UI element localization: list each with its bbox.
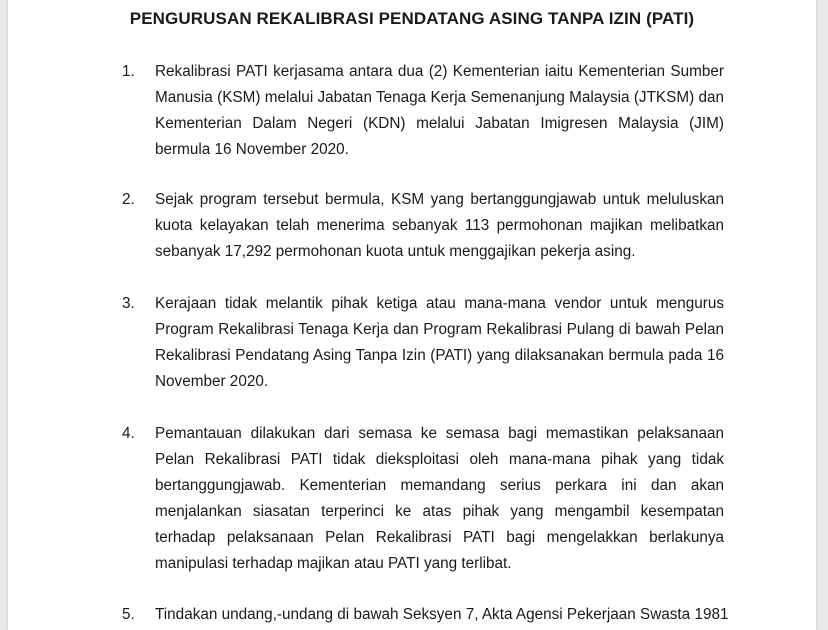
item-number: 4.: [122, 425, 135, 442]
item-text: Tindakan undang,-undang di bawah Seksyen 7, Akta Agensi Pekerjaan Swasta 1981: [155, 606, 729, 623]
list-item: [122, 602, 729, 628]
list-item: [122, 59, 724, 163]
list-item: [122, 421, 724, 577]
item-number: 3.: [122, 295, 135, 312]
item-number: 5.: [122, 606, 135, 623]
item-text: Pemantauan dilakukan dari semasa ke semasa bagi memastikan pelaksanaan Pelan Rekalibrasi PATI tidak dieksploitasi oleh mana-mana pihak yang tidak bertanggungjawab. Kementerian memandang serius perkara ini dan akan menjalankan siasatan terperinci ke atas pihak yang mengambil kesempatan terhadap pelaksanaan Pelan Rekalibrasi PATI bagi mengelakkan berlakunya manipulasi terhadap majikan atau PATI yang terlibat.: [155, 425, 724, 572]
list-item: [122, 187, 724, 265]
item-text: Sejak program tersebut bermula, KSM yang bertanggungjawab untuk meluluskan kuota kelayakan telah menerima sebanyak 113 permohonan majikan melibatkan sebanyak 17,292 permohonan kuota untuk menggajikan pekerja asing.: [155, 191, 724, 260]
document-page: [8, 0, 816, 630]
list-item: [122, 291, 724, 395]
item-number: 2.: [122, 191, 135, 208]
document-title: PENGURUSAN REKALIBRASI PENDATANG ASING TANPA IZIN (PATI): [129, 9, 695, 28]
item-number: 1.: [122, 63, 135, 80]
item-text: Kerajaan tidak melantik pihak ketiga atau mana-mana vendor untuk mengurus Program Rekalibrasi Tenaga Kerja dan Program Rekalibrasi Pulang di bawah Pelan Rekalibrasi Pendatang Asing Tanpa Izin (PATI) yang dilaksanakan bermula pada 16 November 2020.: [155, 295, 724, 390]
item-text: Rekalibrasi PATI kerjasama antara dua (2) Kementerian iaitu Kementerian Sumber Manusia (KSM) melalui Jabatan Tenaga Kerja Semenanjung Malaysia (JTKSM) dan Kementerian Dalam Negeri (KDN) melalui Jabatan Imigresen Malaysia (JIM) bermula 16 November 2020.: [155, 63, 724, 158]
